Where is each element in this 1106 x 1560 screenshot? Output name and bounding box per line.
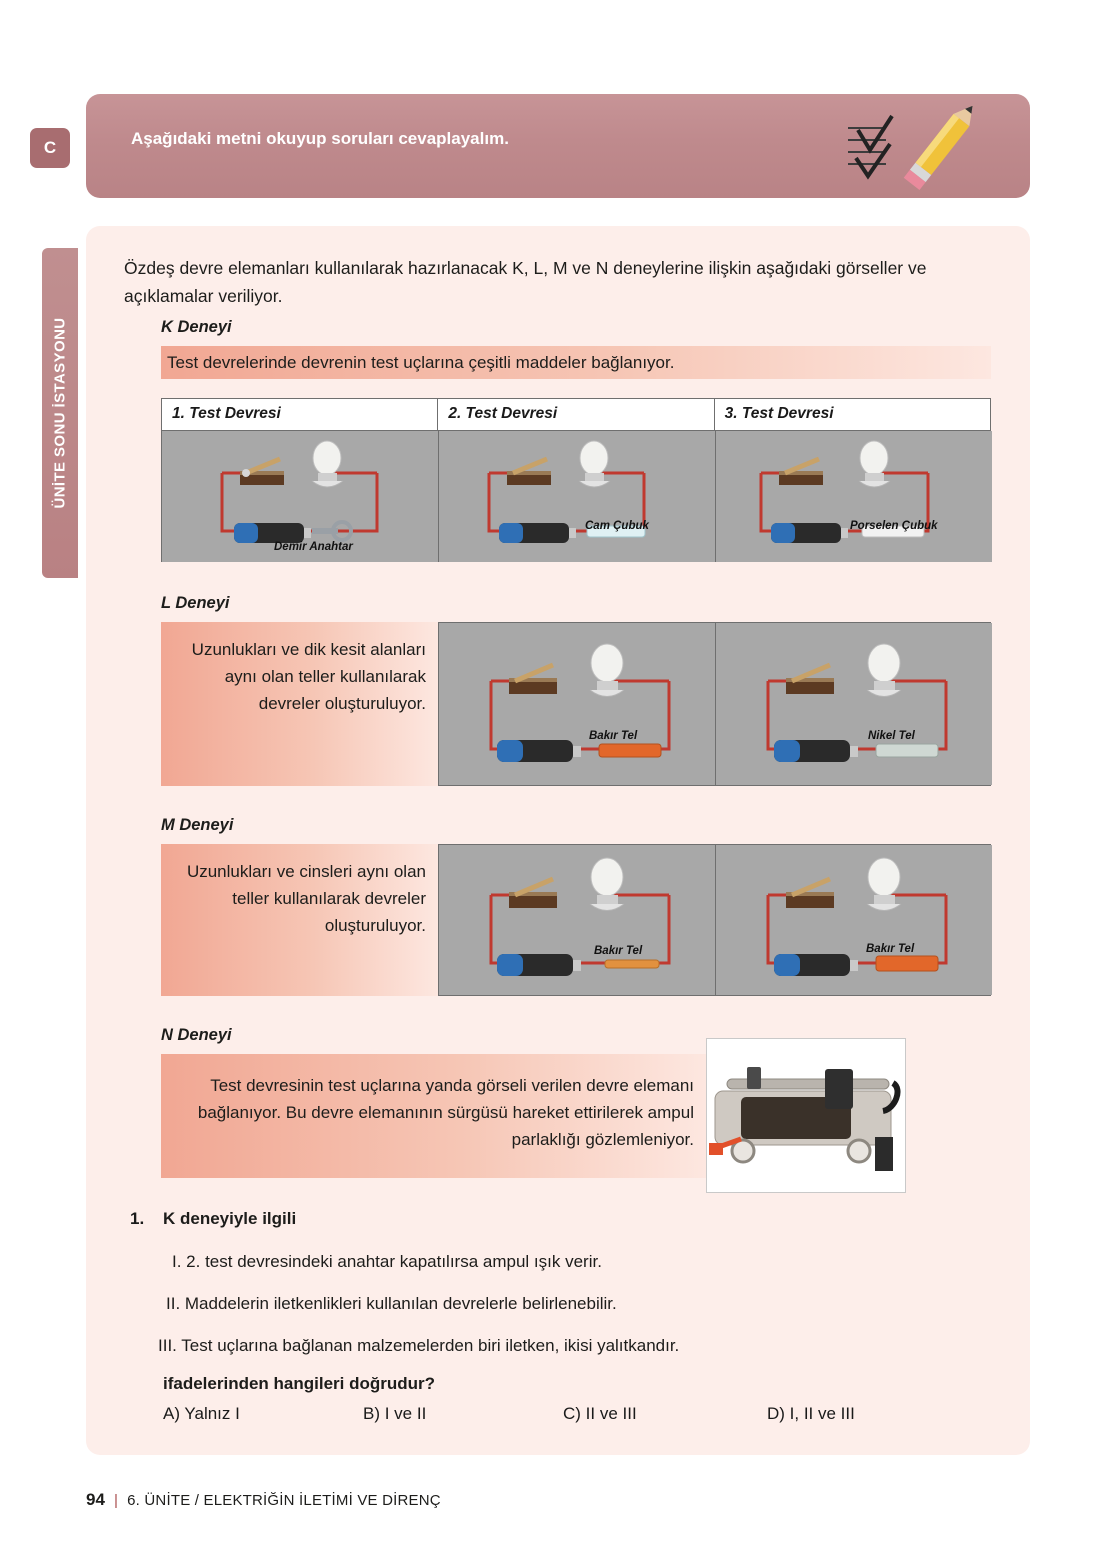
question-number: 1. — [130, 1209, 145, 1228]
pencil-icon — [840, 106, 990, 202]
experiment-label-l: L Deneyi — [161, 594, 230, 612]
question-item-2: II. Maddelerin iletkenlikleri kullanılan devrelerle belirlenebilir. — [166, 1294, 617, 1313]
question-stem: K deneyiyle ilgili — [163, 1209, 297, 1228]
option-c[interactable]: C) II ve III — [563, 1404, 637, 1423]
page-number: 94 — [86, 1490, 105, 1509]
question-item-1: I. 2. test devresindeki anahtar kapatılırsa ampul ışık verir. — [172, 1252, 602, 1271]
circuit-diagram-l1 — [439, 623, 716, 785]
material-label-k3: Porselen Çubuk — [850, 520, 938, 532]
circuit-diagram-k1 — [162, 431, 439, 562]
experiment-label-n: N Deneyi — [161, 1026, 232, 1044]
material-label-l1: Bakır Tel — [589, 730, 638, 742]
footer-text: 6. ÜNİTE / ELEKTRİĞİN İLETİMİ VE DİRENÇ — [127, 1491, 441, 1509]
header-title: Aşağıdaki metni okuyup soruları cevaplayalım. — [131, 129, 509, 148]
m-circuits-panel — [438, 844, 991, 996]
footer-separator: | — [113, 1491, 119, 1509]
circuit-diagram-k2 — [439, 431, 716, 562]
header-band — [86, 94, 1030, 198]
circuit-diagram-m1 — [439, 845, 716, 995]
experiment-caption-n: Test devresinin test uçlarına yanda görseli verilen devre elemanı bağlanıyor. Bu devre elemanının sürgüsü hareket ettirilerek ampul parlaklığı gözlemleniyor. — [161, 1054, 706, 1178]
material-label-l2: Nikel Tel — [868, 730, 915, 742]
k-col-3: 3. Test Devresi — [715, 399, 990, 431]
experiment-caption-m: Uzunlukları ve cinsleri aynı olan teller kullanılarak devreler oluşturuluyor. — [161, 844, 438, 996]
intro-text: Özdeş devre elemanları kullanılarak hazırlanacak K, L, M ve N deneylerine ilişkin aşağıdaki görseller ve açıklamalar veriliyor. — [124, 258, 927, 306]
question-item-3: III. Test uçlarına bağlanan malzemelerden biri iletken, ikisi yalıtkandır. — [158, 1336, 680, 1355]
k-test-circuits-table — [161, 398, 991, 562]
unit-side-tab — [42, 248, 78, 578]
l-circuits-panel — [438, 622, 991, 786]
side-tab-label: ÜNİTE SONU İSTASYONU — [51, 317, 69, 509]
question-prompt: ifadelerinden hangileri doğrudur? — [163, 1374, 436, 1393]
experiment-caption-l: Uzunlukları ve dik kesit alanları aynı olan teller kullanılarak devreler oluşturuluyor. — [161, 622, 438, 786]
experiment-label-k: K Deneyi — [161, 318, 232, 336]
k-table-header — [162, 399, 990, 431]
circuit-diagram-l2 — [716, 623, 992, 785]
k-col-2: 2. Test Devresi — [438, 399, 714, 431]
rheostat-photo — [706, 1038, 906, 1193]
circuit-diagram-m2 — [716, 845, 992, 995]
material-label-m1: Bakır Tel — [594, 945, 643, 957]
circuit-diagram-k3 — [716, 431, 992, 562]
k-table-body — [162, 431, 990, 562]
material-label-m2: Bakır Tel — [866, 943, 915, 955]
option-d[interactable]: D) I, II ve III — [767, 1404, 855, 1423]
page-footer — [86, 1490, 1030, 1510]
option-a[interactable]: A) Yalnız I — [163, 1404, 240, 1423]
experiment-caption-k: Test devrelerinde devrenin test uçlarına çeşitli maddeler bağlanıyor. — [161, 346, 991, 379]
material-label-k2: Cam Çubuk — [585, 520, 649, 532]
experiment-label-m: M Deneyi — [161, 816, 234, 834]
k-col-1: 1. Test Devresi — [162, 399, 438, 431]
material-label-k1: Demir Anahtar — [274, 541, 353, 553]
option-b[interactable]: B) I ve II — [363, 1404, 427, 1423]
section-letter-badge: C — [30, 128, 70, 168]
